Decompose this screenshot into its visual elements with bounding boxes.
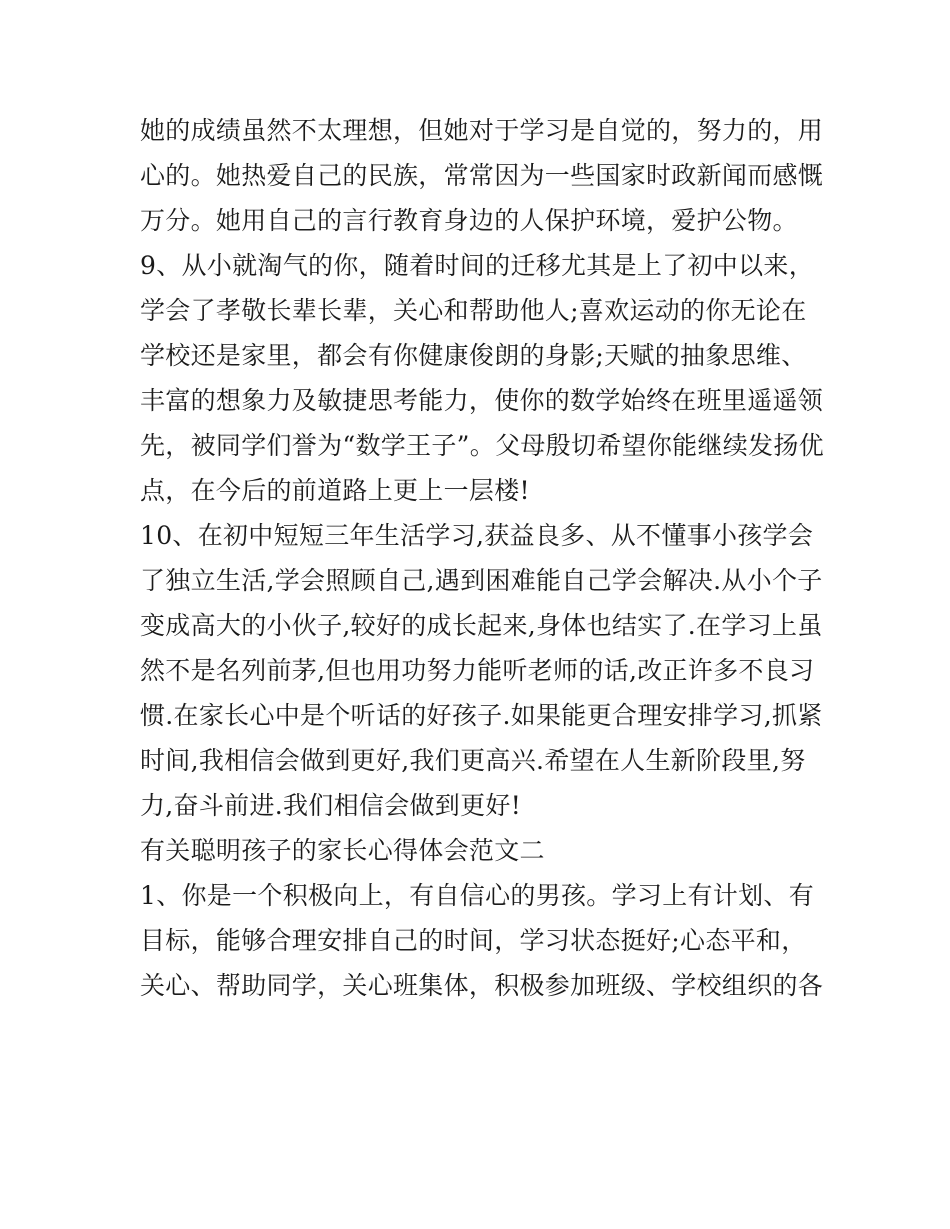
text-line: 变成高大的小伙子,较好的成长起来,身体也结实了.在学习上虽 <box>140 611 823 640</box>
text-line: 先，被同学们誉为“数学王子”。父母殷切希望你能继续发扬优 <box>140 431 824 460</box>
text-line: 9、从小就淘气的你，随着时间的迁移尤其是上了初中以来， <box>140 251 815 280</box>
text-line: 关心、帮助同学，关心班集体，积极参加班级、学校组织的各 <box>140 971 824 1000</box>
section-heading: 有关聪明孩子的家长心得体会范文二 <box>140 836 545 865</box>
text-line: 目标，能够合理安排自己的时间，学习状态挺好;心态平和， <box>140 926 807 955</box>
text-line: 惯.在家长心中是个听话的好孩子.如果能更合理安排学习,抓紧 <box>140 701 823 730</box>
text-line: 了独立生活,学会照顾自己,遇到困难能自己学会解决.从小个子 <box>140 566 823 595</box>
text-line: 时间,我相信会做到更好,我们更高兴.希望在人生新阶段里,努 <box>140 746 806 775</box>
text-line: 然不是名列前茅,但也用功努力能听老师的话,改正许多不良习 <box>140 656 815 685</box>
text-line: 学会了孝敬长辈长辈，关心和帮助他人;喜欢运动的你无论在 <box>140 296 807 325</box>
text-line: 力,奋斗前进.我们相信会做到更好! <box>140 791 522 820</box>
text-line: 万分。她用自己的言行教育身边的人保护环境，爱护公物。 <box>140 206 798 235</box>
text-line: 学校还是家里，都会有你健康俊朗的身影;天赋的抽象思维、 <box>140 341 807 370</box>
text-line: 她的成绩虽然不太理想，但她对于学习是自觉的，努力的，用 <box>140 116 824 145</box>
document-body <box>140 108 830 1008</box>
text-line: 10、在初中短短三年生活学习,获益良多、从不懂事小孩学会 <box>140 521 814 550</box>
text-line: 1、你是一个积极向上，有自信心的男孩。学习上有计划、有 <box>140 881 815 910</box>
text-line: 丰富的想象力及敏捷思考能力，使你的数学始终在班里遥遥领 <box>140 386 824 415</box>
text-line: 心的。她热爱自己的民族，常常因为一些国家时政新闻而感慨 <box>140 161 824 190</box>
text-line: 点，在今后的前道路上更上一层楼! <box>140 476 530 505</box>
